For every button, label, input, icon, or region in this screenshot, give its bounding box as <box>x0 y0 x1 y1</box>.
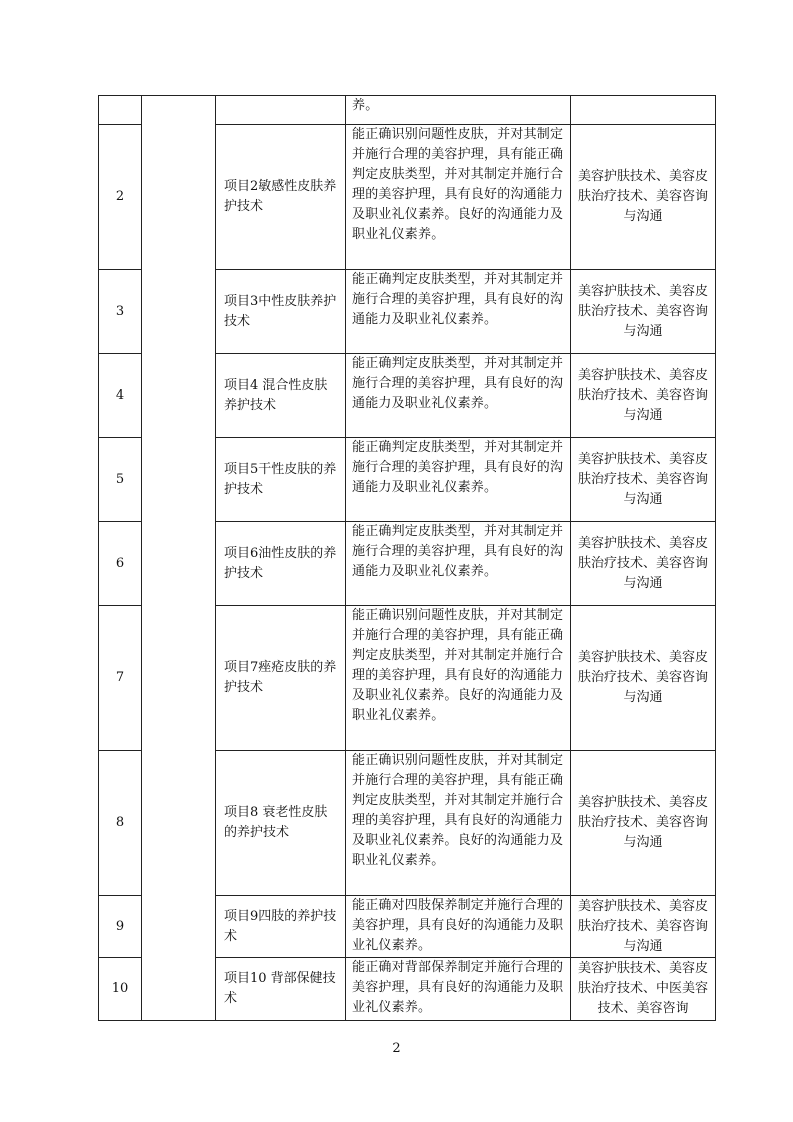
row-number: 3 <box>99 270 142 354</box>
row-number: 8 <box>99 751 142 896</box>
requirement-text: 能正确识别问题性皮肤，并对其制定并施行合理的美容护理，具有能正确判定皮肤类型，并对其制定并施行合理的美容护理，具有良好的沟通能力及职业礼仪素养。良好的沟通能力及职业礼仪素养。 <box>352 753 564 868</box>
project-name: 项目6油性皮肤的养护技术 <box>216 522 346 606</box>
requirement-cell <box>346 751 571 896</box>
requirement-text: 能正确对四肢保养制定并施行合理的美容护理，具有良好的沟通能力及职业礼仪素养。 <box>352 898 564 953</box>
requirement-text: 能正确判定皮肤类型，并对其制定并施行合理的美容护理，具有良好的沟通能力及职业礼仪素养。 <box>352 356 564 411</box>
related-courses: 美容护肤技术、美容皮肤治疗技术、美容咨询与沟通 <box>571 354 716 438</box>
project-name: 项目3中性皮肤养护技术 <box>216 270 346 354</box>
row-number-cell <box>99 96 142 125</box>
related-courses: 美容护肤技术、美容皮肤治疗技术、美容咨询与沟通 <box>571 438 716 522</box>
table-row-continued <box>99 96 716 125</box>
requirement-text: 能正确判定皮肤类型，并对其制定并施行合理的美容护理，具有良好的沟通能力及职业礼仪素养。 <box>352 440 564 495</box>
row-number: 4 <box>99 354 142 438</box>
related-courses: 美容护肤技术、美容皮肤治疗技术、中医美容技术、美容咨询 <box>571 958 716 1021</box>
requirement-cell <box>346 606 571 751</box>
requirement-cell <box>346 125 571 270</box>
project-name: 项目2敏感性皮肤养护技术 <box>216 125 346 270</box>
related-courses: 美容护肤技术、美容皮肤治疗技术、美容咨询与沟通 <box>571 606 716 751</box>
row-number: 9 <box>99 896 142 958</box>
related-courses: 美容护肤技术、美容皮肤治疗技术、美容咨询与沟通 <box>571 522 716 606</box>
merged-category-cell <box>142 96 216 1021</box>
requirement-text: 能正确识别问题性皮肤，并对其制定并施行合理的美容护理，具有能正确判定皮肤类型，并对其制定并施行合理的美容护理，具有良好的沟通能力及职业礼仪素养。良好的沟通能力及职业礼仪素养。 <box>352 608 564 723</box>
related-courses: 美容护肤技术、美容皮肤治疗技术、美容咨询与沟通 <box>571 896 716 958</box>
requirement-cell <box>346 958 571 1021</box>
requirement-cell <box>346 96 571 125</box>
requirement-text: 能正确识别问题性皮肤，并对其制定并施行合理的美容护理，具有能正确判定皮肤类型，并对其制定并施行合理的美容护理，具有良好的沟通能力及职业礼仪素养。良好的沟通能力及职业礼仪素养。 <box>352 127 564 242</box>
row-number: 7 <box>99 606 142 751</box>
project-name: 项目4 混合性皮肤养护技术 <box>216 354 346 438</box>
requirement-cell <box>346 438 571 522</box>
course-cell <box>571 96 716 125</box>
project-cell <box>216 96 346 125</box>
requirement-cell <box>346 896 571 958</box>
requirement-cell <box>346 522 571 606</box>
row-number: 6 <box>99 522 142 606</box>
project-name: 项目10 背部保健技术 <box>216 958 346 1021</box>
requirement-text: 能正确对背部保养制定并施行合理的美容护理，具有良好的沟通能力及职业礼仪素养。 <box>352 960 564 1015</box>
project-name: 项目7痤疮皮肤的养护技术 <box>216 606 346 751</box>
project-name: 项目9四肢的养护技术 <box>216 896 346 958</box>
requirement-cell <box>346 270 571 354</box>
requirement-cell <box>346 354 571 438</box>
project-name: 项目8 衰老性皮肤的养护技术 <box>216 751 346 896</box>
continued-requirement-text: 养。 <box>352 98 379 113</box>
related-courses: 美容护肤技术、美容皮肤治疗技术、美容咨询与沟通 <box>571 125 716 270</box>
project-name: 项目5干性皮肤的养护技术 <box>216 438 346 522</box>
page-number: 2 <box>392 1041 401 1056</box>
requirement-text: 能正确判定皮肤类型，并对其制定并施行合理的美容护理，具有良好的沟通能力及职业礼仪素养。 <box>352 524 564 579</box>
row-number: 10 <box>99 958 142 1021</box>
row-number: 5 <box>99 438 142 522</box>
curriculum-table <box>98 95 716 1021</box>
row-number: 2 <box>99 125 142 270</box>
requirement-text: 能正确判定皮肤类型，并对其制定并施行合理的美容护理，具有良好的沟通能力及职业礼仪素养。 <box>352 272 564 327</box>
related-courses: 美容护肤技术、美容皮肤治疗技术、美容咨询与沟通 <box>571 751 716 896</box>
related-courses: 美容护肤技术、美容皮肤治疗技术、美容咨询与沟通 <box>571 270 716 354</box>
